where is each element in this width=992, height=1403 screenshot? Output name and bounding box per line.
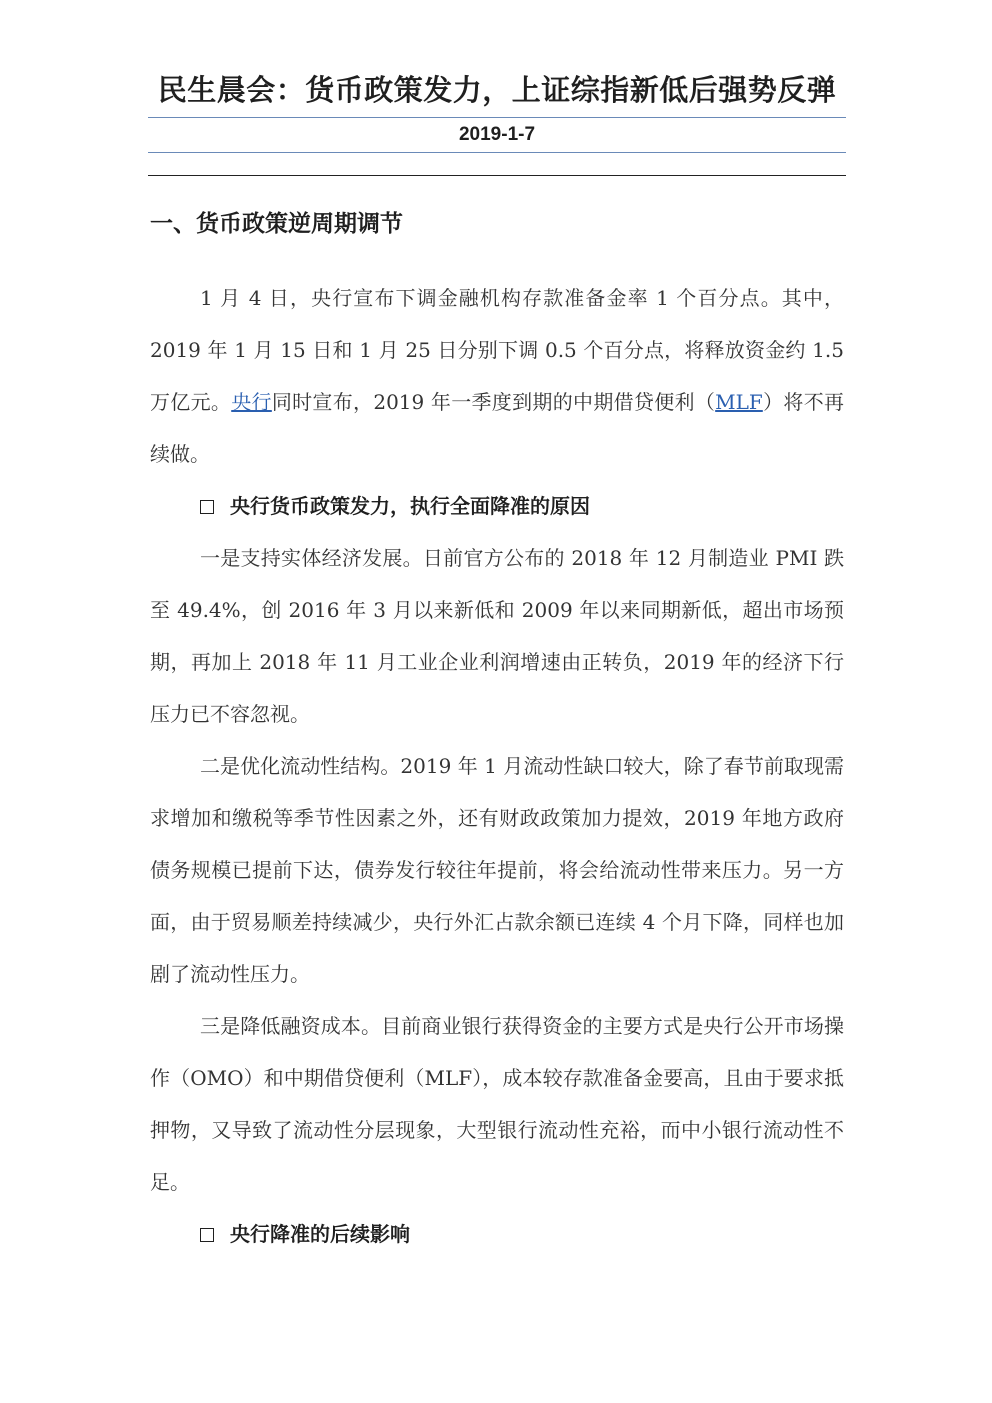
checkbox-square-icon: [200, 500, 214, 514]
paragraph-reason-2: 二是优化流动性结构。2019 年 1 月流动性缺口较大，除了春节前取现需求增加和缴税等季节性因素之外，还有财政政策加力提效，2019 年地方政府债务规模已提前下达，债券发行较往年提前，将会给流动性带来压力。另一方面，由于贸易顺差持续减少，央行外汇占款余额已连续 4 个月下降，同样也加剧了流动性压力。: [150, 754, 844, 986]
title-divider-top: [148, 117, 846, 118]
bullet-heading-reasons: [200, 486, 590, 526]
document-date: 2019-1-7: [458, 124, 536, 145]
section-heading: 一、货币政策逆周期调节: [150, 211, 403, 237]
paragraph-rrr-cut: [150, 272, 844, 480]
paragraph-text: ）将不再续做。: [150, 390, 845, 466]
paragraph-text: 同时宣布，2019 年一季度到期的中期借贷便利（: [271, 390, 716, 414]
bullet-heading-text: 央行货币政策发力，执行全面降准的原因: [230, 494, 590, 518]
bullet-heading-impact: [200, 1214, 410, 1254]
paragraph-text: 1 月 4 日，央行宣布下调金融机构存款准备金率 1 个百分点。其中，2019 年 1 月 15 日和 1 月 25 日分别下调 0.5 个百分点，将释放资金约 1.5 万亿元。: [150, 286, 844, 414]
checkbox-square-icon: [200, 1228, 214, 1242]
link-mlf[interactable]: MLF: [715, 390, 763, 414]
paragraph-reason-1: 一是支持实体经济发展。日前官方公布的 2018 年 12 月制造业 PMI 跌至 49.4%，创 2016 年 3 月以来新低和 2009 年以来同期新低，超出市场预期，再加上 2018 年 11 月工业企业利润增速由正转负，2019 年的经济下行压力已不容忽视。: [150, 546, 844, 726]
title-divider-bottom: [148, 152, 846, 153]
document-title: 民生晨会：货币政策发力，上证综指新低后强势反弹: [157, 73, 837, 107]
link-central-bank[interactable]: 央行: [231, 390, 272, 414]
bullet-heading-text: 央行降准的后续影响: [230, 1222, 410, 1246]
paragraph-reason-3: 三是降低融资成本。目前商业银行获得资金的主要方式是央行公开市场操作（OMO）和中期借贷便利（MLF），成本较存款准备金要高，且由于要求抵押物，又导致了流动性分层现象，大型银行流动性充裕，而中小银行流动性不足。: [150, 1014, 844, 1194]
header-divider: [148, 175, 846, 176]
